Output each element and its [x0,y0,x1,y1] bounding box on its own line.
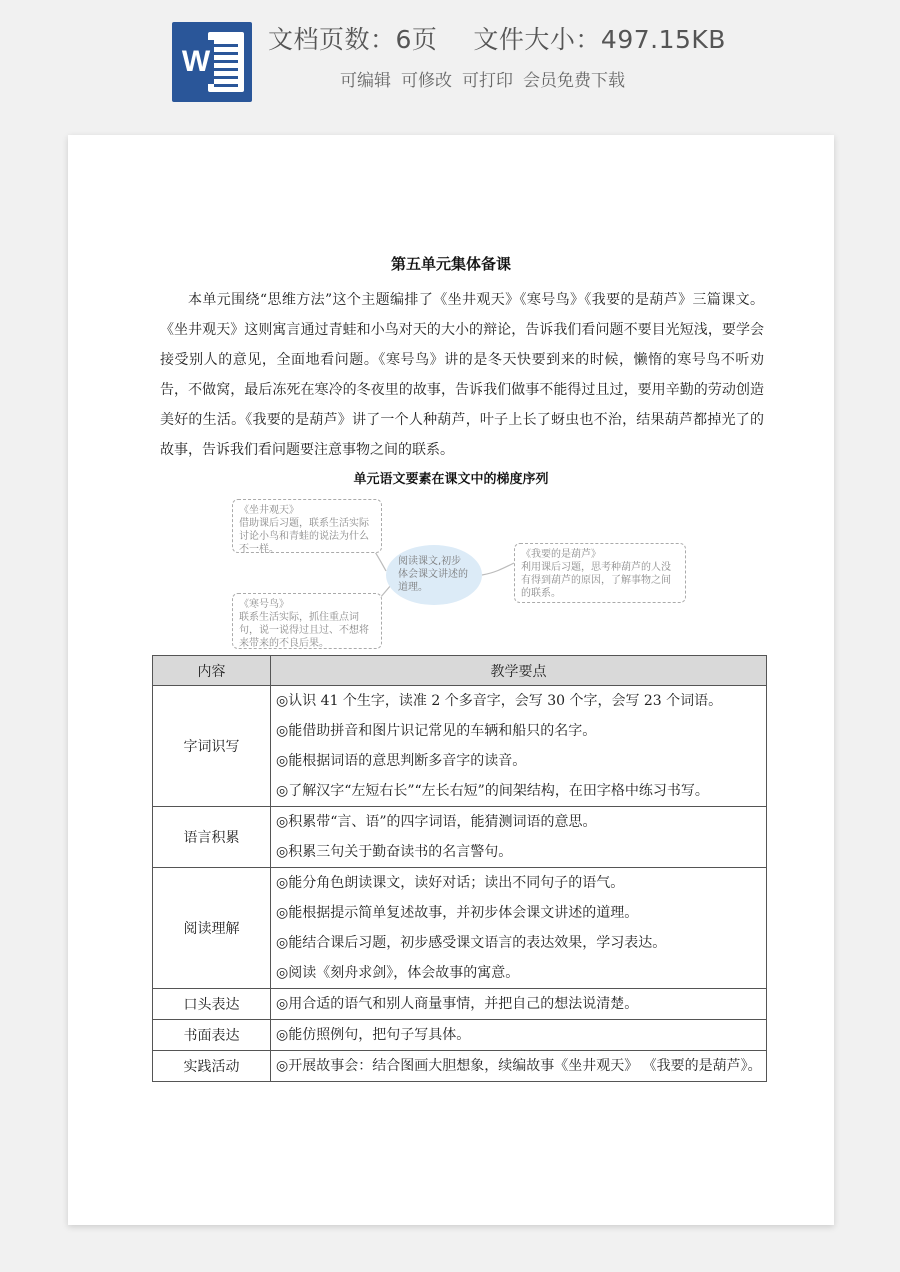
section-subtitle: 单元语文要素在课文中的梯度序列 [353,472,549,487]
point: ◎能借助拼音和图片识记常见的车辆和船只的名字。 [276,723,597,739]
node-title: 《寒号鸟》 [239,599,289,610]
table-row [153,1051,767,1082]
point: ◎用合适的语气和别人商量事情，并把自己的想法说清楚。 [276,996,639,1012]
mind-map-node-zuojingguantian [232,499,382,553]
intro-text: 本单元围绕“思维方法”这个主题编排了《坐井观天》《寒号鸟》《我要的是葫芦》三篇课文。《坐井观天》这则寓言通过青蛙和小鸟对天的大小的辩论，告诉我们看问题不要目光短浅，要学会接受别人的意见，全面地看问题。《寒号鸟》讲的是冬天快要到来的时候，懒惰的寒号鸟不听劝告，不做窝，最后冻死在寒冷的冬夜里的故事，告诉我们做事不能得过且过，要用辛勤的劳动创造美好的生活。《我要的是葫芦》讲了一个人种葫芦，叶子上长了蚜虫也不治，结果葫芦都掉光了的故事，告诉我们看问题要注意事物之间的联系。 [160,292,764,458]
node-text: 利用课后习题，思考种葫芦的人没有得到葫芦的原因，了解事物之间的联系。 [521,562,671,599]
header-content: 内容 [153,656,271,686]
row-category: 字词识写 [153,686,271,807]
row-category: 书面表达 [153,1020,271,1051]
point: ◎能根据词语的意思判断多音字的读音。 [276,753,527,769]
page-count: 文档页数：6页 [268,25,438,54]
point: ◎开展故事会：结合图画大胆想象，续编故事《坐井观天》 《我要的是葫芦》。 [276,1058,762,1074]
header-teaching-points: 教学要点 [271,656,767,686]
feature-modifiable: 可修改 [401,71,452,91]
teaching-points-table [152,655,767,1082]
feature-editable: 可编辑 [340,71,391,91]
row-points [271,868,767,989]
row-category: 口头表达 [153,989,271,1020]
point: ◎积累带“言、语”的四字词语，能猜测词语的意思。 [276,814,597,830]
mind-map-center: 阅读课文,初步体会课文讲述的道理。 [386,545,482,605]
table-row [153,989,767,1020]
download-banner [0,0,900,120]
point: ◎能仿照例句，把句子写具体。 [276,1027,471,1043]
point: ◎积累三句关于勤奋读书的名言警句。 [276,844,513,860]
node-title: 《我要的是葫芦》 [521,549,601,560]
intro-paragraph [160,285,764,465]
point: ◎了解汉字“左短右长”“左长右短”的间架结构，在田字格中练习书写。 [276,783,709,799]
mind-map-node-hanhaoniao [232,593,382,649]
node-text: 借助课后习题，联系生活实际讨论小鸟和青蛙的说法为什么不一样。 [239,518,369,555]
node-title: 《坐井观天》 [239,505,299,516]
feature-member-download: 会员免费下载 [523,71,625,91]
row-points [271,989,767,1020]
point: ◎阅读《刻舟求剑》，体会故事的寓意。 [276,965,520,981]
row-points [271,1051,767,1082]
point: ◎能根据提示简单复述故事，并初步体会课文讲述的道理。 [276,905,639,921]
table-header-row [153,656,767,686]
mind-map [226,493,696,653]
mind-map-node-wo-yao-de-shi-hulu [514,543,686,603]
row-category: 实践活动 [153,1051,271,1082]
feature-printable: 可打印 [462,71,513,91]
row-points [271,1020,767,1051]
point: ◎能分角色朗读课文，读好对话；读出不同句子的语气。 [276,875,625,891]
row-category: 阅读理解 [153,868,271,989]
point: ◎认识 41 个生字，读准 2 个多音字，会写 30 个字，会写 23 个词语。 [276,693,723,709]
word-letter: W [178,40,214,84]
node-text: 联系生活实际，抓住重点词句，说一说得过且过、不想将来带来的不良后果。 [239,612,369,649]
table-row [153,1020,767,1051]
row-category: 语言积累 [153,807,271,868]
point: ◎能结合课后习题，初步感受课文语言的表达效果，学习表达。 [276,935,667,951]
feature-list [340,66,740,91]
row-points [271,807,767,868]
document-title: 第五单元集体备课 [390,255,511,273]
word-icon [172,22,252,102]
row-points [271,686,767,807]
table-row [153,807,767,868]
table-row [153,868,767,989]
document-page [68,135,834,1225]
file-size: 文件大小：497.15KB [473,25,726,54]
file-info [268,20,868,56]
table-row [153,686,767,807]
